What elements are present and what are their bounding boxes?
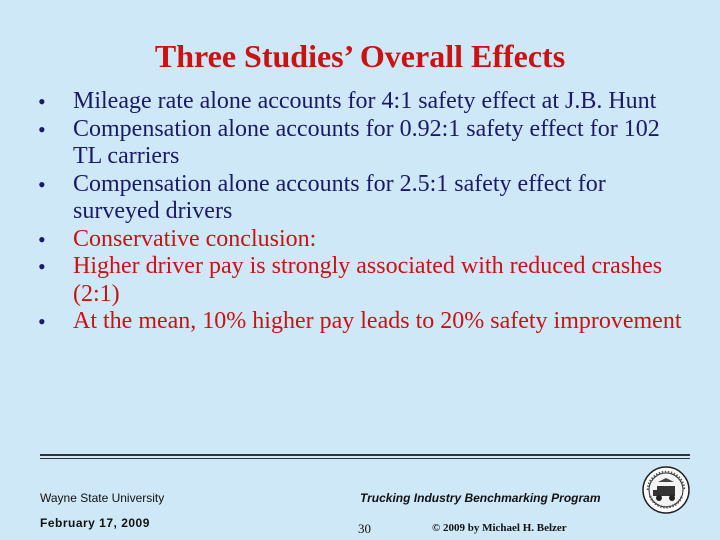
bullet-text: At the mean, 10% higher pay leads to 20% safety improvement <box>73 308 682 334</box>
footer-date: February 17, 2009 <box>40 516 150 530</box>
university-seal-icon <box>642 466 690 514</box>
footer-divider-thin <box>40 458 690 459</box>
bullet-mark: • <box>38 116 46 142</box>
bullet-mark: • <box>38 89 46 114</box>
copyright: © 2009 by Michael H. Belzer <box>432 522 567 534</box>
footer-program: Trucking Industry Benchmarking Program <box>360 491 601 505</box>
bullet-item <box>38 253 688 308</box>
bullet-mark: • <box>38 171 46 197</box>
bullet-item <box>38 116 688 171</box>
bullet-item <box>38 88 688 116</box>
footer-divider <box>40 454 690 456</box>
bullet-mark: • <box>38 226 46 252</box>
bullet-text: Compensation alone accounts for 0.92:1 safety effect for 102 TL carriers <box>73 115 660 169</box>
bullet-list <box>38 88 688 336</box>
bullet-text: Conservative conclusion: <box>73 225 317 252</box>
slide-title: Three Studies’ Overall Effects <box>154 38 566 74</box>
bullet-mark: • <box>38 309 46 334</box>
bullet-item <box>38 226 688 254</box>
bullet-item <box>38 171 688 226</box>
bullet-mark: • <box>38 254 46 279</box>
bullet-text: Mileage rate alone accounts for 4:1 safety effect at J.B. Hunt <box>73 88 657 114</box>
bullet-text: Compensation alone accounts for 2.5:1 safety effect for surveyed drivers <box>73 170 606 224</box>
footer-university: Wayne State University <box>40 491 165 505</box>
page-number: 30 <box>358 521 371 536</box>
bullet-item <box>38 308 688 336</box>
bullet-text: Higher driver pay is strongly associated with reduced crashes (2:1) <box>73 253 663 307</box>
